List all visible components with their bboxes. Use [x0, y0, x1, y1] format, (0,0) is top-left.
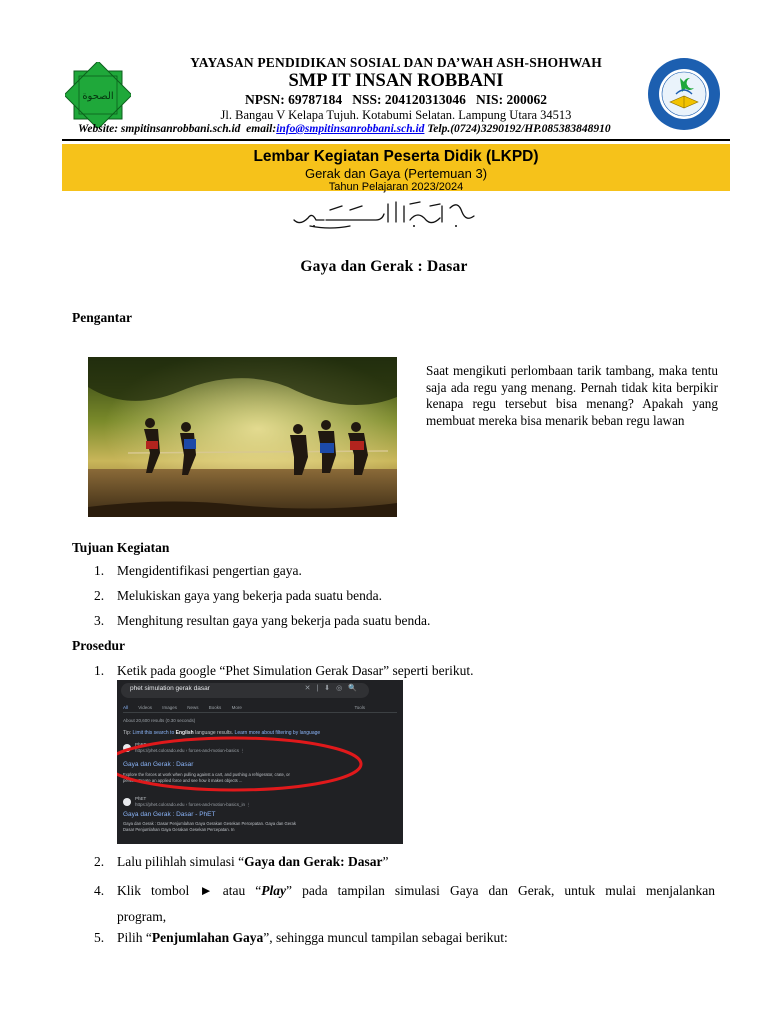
- intro-paragraph: Saat mengikuti perlombaan tarik tambang, maka tentu saja ada regu yang menang. Pernah tidak kita berpikir kenapa regu tersebut bisa menang? Apakah yang membuat mereka bisa menarik beban regu lawan: [426, 363, 718, 428]
- search-box-icons: ✕|⬇◎🔍: [304, 685, 363, 692]
- page-title: Gaya dan Gerak : Dasar: [300, 258, 468, 275]
- letterhead-text: [62, 52, 730, 123]
- step-number: 2.: [94, 854, 105, 869]
- list-text: Melukiskan gaya yang bekerja pada suatu benda.: [117, 588, 383, 603]
- email-link[interactable]: info@smpitinsanrobbani.sch.id: [276, 123, 425, 135]
- step-text: Lalu pilihlah simulasi “: [117, 854, 245, 869]
- svg-text:الصحوة: الصحوة: [82, 91, 114, 102]
- step-text-end: ”, sehingga muncul tampilan sebagai berikut:: [263, 930, 508, 945]
- step-bold-text: Penjumlahan Gaya: [151, 930, 264, 945]
- result-snippet-line: Dasar Penjumlahan Gaya Gerakan Gesekan Percepatan. In: [123, 827, 235, 832]
- step-number: 1.: [94, 663, 105, 678]
- list-text: Menghitung resultan gaya yang bekerja pada suatu benda.: [117, 613, 431, 628]
- procedure-step-5: [94, 930, 508, 946]
- highlight-oval: [117, 680, 403, 844]
- tab-all: All: [123, 705, 129, 710]
- result-stats: About 20,600 results (0.30 seconds): [123, 718, 196, 723]
- step-line: [117, 878, 715, 904]
- tab-videos: Videos: [138, 705, 152, 710]
- basmalah-calligraphy: [290, 196, 480, 232]
- tip-label: Tip:: [123, 730, 133, 736]
- result-site-name: PhET: [135, 796, 147, 801]
- lkpd-year: Tahun Pelajaran 2023/2024: [328, 181, 464, 193]
- result-site-name: PhET: [135, 742, 147, 747]
- step-number: 5.: [94, 930, 105, 945]
- phone-text: Telp.(0724)3290192/HP.085383848910: [424, 123, 611, 135]
- letterhead: [62, 52, 730, 140]
- tab-news: News: [187, 705, 199, 710]
- list-item: [94, 563, 302, 579]
- list-text: Mengidentifikasi pengertian gaya.: [117, 563, 302, 578]
- tab-tools: Tools: [354, 705, 365, 710]
- tug-of-war-photo: [88, 357, 397, 517]
- lkpd-banner: [62, 144, 730, 191]
- procedure-step-1: [94, 663, 474, 679]
- search-query: phet simulation gerak dasar: [130, 685, 210, 692]
- lkpd-title: Lembar Kegiatan Peserta Didik (LKPD): [253, 148, 539, 165]
- result-title: Gaya dan Gerak : Dasar - PhET: [123, 811, 216, 818]
- result-url: https://phet.colorado.edu › forces-and-motion-basics ⋮: [135, 748, 245, 753]
- result-title: Gaya dan Gerak : Dasar: [123, 761, 194, 768]
- tab-books: Books: [208, 705, 222, 710]
- procedure-step-2: [94, 854, 388, 870]
- list-item: [94, 613, 430, 629]
- tab-images: Images: [162, 705, 177, 710]
- step-text: Ketik pada google “Phet Simulation Gerak Dasar” seperti berikut.: [117, 663, 474, 678]
- lkpd-subtitle: Gerak dan Gaya (Pertemuan 3): [304, 166, 488, 181]
- list-item: [94, 588, 382, 604]
- result-snippet-line: Explore the forces at work when pulling against a cart, and pushing a refrigerator, crate, or: [123, 772, 290, 777]
- step-bold-text: Gaya dan Gerak: Dasar: [244, 854, 383, 869]
- list-number: 1.: [94, 563, 105, 578]
- school-ids: NPSN: 69787184 NSS: 204120313046 NIS: 200062: [245, 92, 547, 107]
- result-url: https://phet.colorado.edu › forces-and-motion-basics_in ⋮: [135, 802, 251, 807]
- section-heading-prosedur: Prosedur: [72, 638, 125, 653]
- header-divider: [62, 139, 730, 141]
- step-text-end: ”: [382, 854, 389, 869]
- step-bold-text: Play: [261, 883, 287, 898]
- section-heading-pengantar: Pengantar: [72, 310, 132, 325]
- school-name: SMP IT INSAN ROBBANI: [288, 71, 504, 91]
- tip-link-limit: Limit this search to: [132, 730, 176, 736]
- result-snippet-line: person. Create an applied force and see how it makes objects ...: [123, 778, 243, 783]
- list-number: 3.: [94, 613, 105, 628]
- step-text-end: ” pada tampilan simulasi Gaya dan Gerak, untuk mulai menjalankan: [286, 883, 715, 898]
- tip-mid: language results.: [193, 730, 235, 736]
- tip-bold-language: English: [175, 730, 194, 736]
- website-text: Website: smpitinsanrobbani.sch.id email:: [78, 123, 277, 135]
- result-snippet-line: Gaya dan Gerak : Dasar Penjumlahan Gaya Gerakan Gesekan Percepatan. Gaya dan Gerak: [123, 821, 296, 826]
- foundation-name: YAYASAN PENDIDIKAN SOSIAL DAN DA’WAH ASH-SHOHWAH: [190, 55, 602, 70]
- section-heading-tujuan: Tujuan Kegiatan: [72, 540, 170, 555]
- step-number: 4.: [94, 883, 105, 898]
- school-address: Jl. Bangau V Kelapa Tujuh. Kotabumi Selatan. Lampung Utara 34513: [220, 108, 572, 122]
- google-search-screenshot: [117, 680, 403, 844]
- step-text: Klik tombol ► atau “: [117, 883, 262, 898]
- contact-line: [78, 122, 611, 137]
- procedure-step-4: [94, 878, 715, 930]
- tab-more: More: [231, 705, 242, 710]
- step-text: Pilih “: [117, 930, 152, 945]
- tip-link-learn: Learn more about filtering by language: [234, 730, 321, 736]
- step-line: program,: [117, 909, 167, 924]
- list-number: 2.: [94, 588, 105, 603]
